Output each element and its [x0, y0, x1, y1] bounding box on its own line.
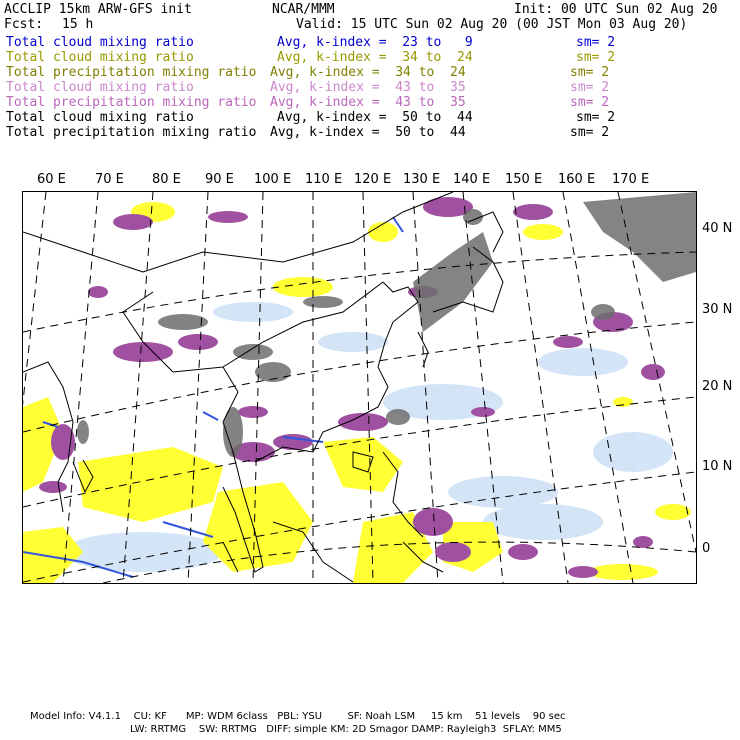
lon-label-120e: 120 E	[354, 172, 392, 187]
map-svg	[23, 192, 696, 583]
lon-label-160e: 160 E	[558, 172, 596, 187]
legend-avg-2: Avg, k-index = 34 to 24	[277, 50, 473, 65]
lon-label-80e: 80 E	[152, 172, 181, 187]
legend-avg-4: Avg, k-index = 43 to 35	[270, 80, 466, 95]
forecast-label: Fcst:	[4, 17, 44, 32]
lat-label-20n: 20 N	[702, 379, 733, 394]
model-info-line2: LW: RRTMG SW: RRTMG DIFF: simple KM: 2D Smagor DAMP: Rayleigh3 SFLAY: MM5	[130, 724, 562, 735]
legend-avg-5: Avg, k-index = 43 to 35	[270, 95, 466, 110]
legend-avg-3: Avg, k-index = 34 to 24	[270, 65, 466, 80]
legend-sm-7: sm= 2	[570, 125, 610, 140]
model-title: ACCLIP 15km ARW-GFS init	[4, 2, 192, 17]
lon-label-110e: 110 E	[305, 172, 343, 187]
legend-sm-2: sm= 2	[576, 50, 616, 65]
lon-label-130e: 130 E	[403, 172, 441, 187]
lon-label-150e: 150 E	[505, 172, 543, 187]
init-time: Init: 00 UTC Sun 02 Aug 20	[514, 2, 718, 17]
lon-label-60e: 60 E	[37, 172, 66, 187]
legend-field-3: Total precipitation mixing ratio	[6, 65, 257, 80]
lon-label-140e: 140 E	[453, 172, 491, 187]
lat-label-10n: 10 N	[702, 459, 733, 474]
legend-sm-6: sm= 2	[576, 110, 616, 125]
map-panel	[22, 191, 697, 584]
lon-label-170e: 170 E	[612, 172, 650, 187]
lat-label-40n: 40 N	[702, 221, 733, 236]
legend-avg-7: Avg, k-index = 50 to 44	[270, 125, 466, 140]
legend-sm-4: sm= 2	[570, 80, 610, 95]
lon-label-90e: 90 E	[205, 172, 234, 187]
legend-avg-6: Avg, k-index = 50 to 44	[277, 110, 473, 125]
legend-field-1: Total cloud mixing ratio	[6, 35, 194, 50]
model-info-line1: Model Info: V4.1.1 CU: KF MP: WDM 6class PBL: YSU SF: Noah LSM 15 km 51 levels 90 sec	[30, 711, 566, 722]
legend-field-4: Total cloud mixing ratio	[6, 80, 194, 95]
legend-sm-5: sm= 2	[570, 95, 610, 110]
valid-time: Valid: 15 UTC Sun 02 Aug 20 (00 JST Mon 03 Aug 20)	[296, 17, 688, 32]
legend-field-5: Total precipitation mixing ratio	[6, 95, 257, 110]
legend-field-7: Total precipitation mixing ratio	[6, 125, 257, 140]
lat-label-0: 0	[702, 541, 711, 556]
legend-field-6: Total cloud mixing ratio	[6, 110, 194, 125]
lon-label-70e: 70 E	[95, 172, 124, 187]
legend-sm-1: sm= 2	[576, 35, 616, 50]
legend-avg-1: Avg, k-index = 23 to 9	[277, 35, 473, 50]
legend-sm-3: sm= 2	[570, 65, 610, 80]
legend-field-2: Total cloud mixing ratio	[6, 50, 194, 65]
lat-label-30n: 30 N	[702, 302, 733, 317]
forecast-hour: 15 h	[62, 17, 94, 32]
center-label: NCAR/MMM	[272, 2, 335, 17]
lon-label-100e: 100 E	[254, 172, 292, 187]
